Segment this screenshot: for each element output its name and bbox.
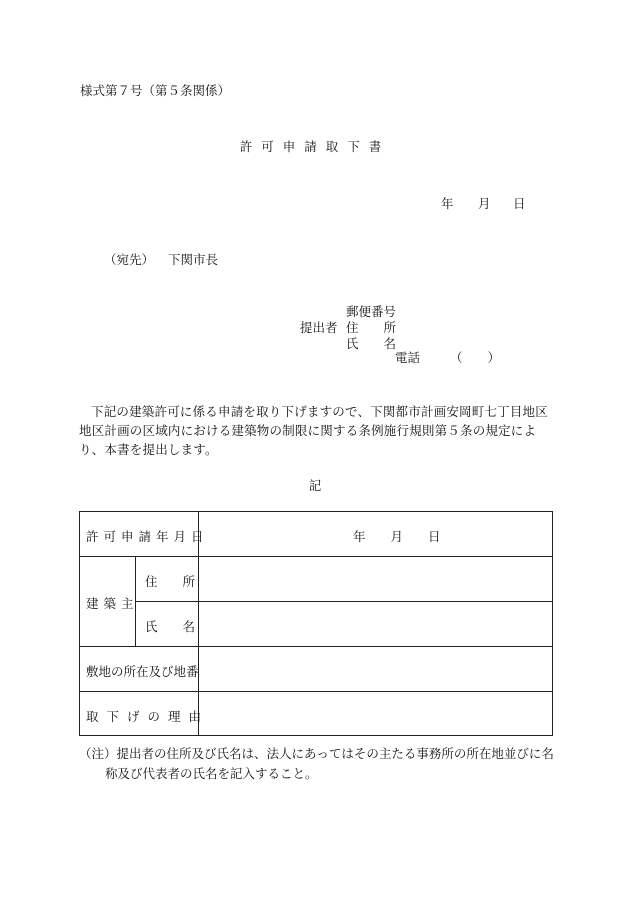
- application-date-label: 許可申請年月日: [86, 529, 209, 544]
- owner-address-label: 住 所: [145, 574, 196, 589]
- details-table: [79, 511, 553, 736]
- postal-code-label: 郵便番号: [346, 304, 397, 319]
- site-label: 敷地の所在及び地番: [86, 664, 199, 679]
- form-number: 様式第７号（第５条関係）: [80, 83, 231, 98]
- addressee: [104, 250, 218, 268]
- ki-heading: 記: [308, 478, 322, 493]
- date-month: 月: [478, 196, 491, 211]
- note: （注）提出者の住所及び氏名は、法人にあってはその主たる事務所の所在地並びに名称及び代表者の氏名を記入すること。: [79, 746, 554, 781]
- applicant-label: 提出者: [300, 320, 338, 335]
- applicant-block: [0, 302, 630, 372]
- phone-paren: （ ）: [450, 350, 501, 365]
- withdrawal-reason-label: 取下げの理由: [86, 709, 210, 724]
- body-paragraph: 下記の建築許可に係る申請を取り下げますので、下関都市計画安岡町七丁目地区地区計画の区域内における建築物の制限に関する条例施行規則第５条の規定により、本書を提出します。: [79, 404, 548, 457]
- addressee-name: 下関市長: [168, 252, 219, 267]
- date-year: 年: [441, 196, 454, 211]
- date-day: 日: [513, 196, 526, 211]
- document-title: 許可申請取下書: [239, 139, 391, 154]
- applicant-name-label: 氏 名: [346, 336, 397, 351]
- application-date-value: 年 月 日: [353, 529, 441, 544]
- owner-name-label: 氏 名: [145, 619, 196, 634]
- addressee-label: （宛先）: [104, 252, 155, 267]
- applicant-address-label: 住 所: [346, 320, 397, 335]
- phone-label: 電話: [395, 350, 421, 365]
- owner-label: 建築主: [86, 596, 139, 611]
